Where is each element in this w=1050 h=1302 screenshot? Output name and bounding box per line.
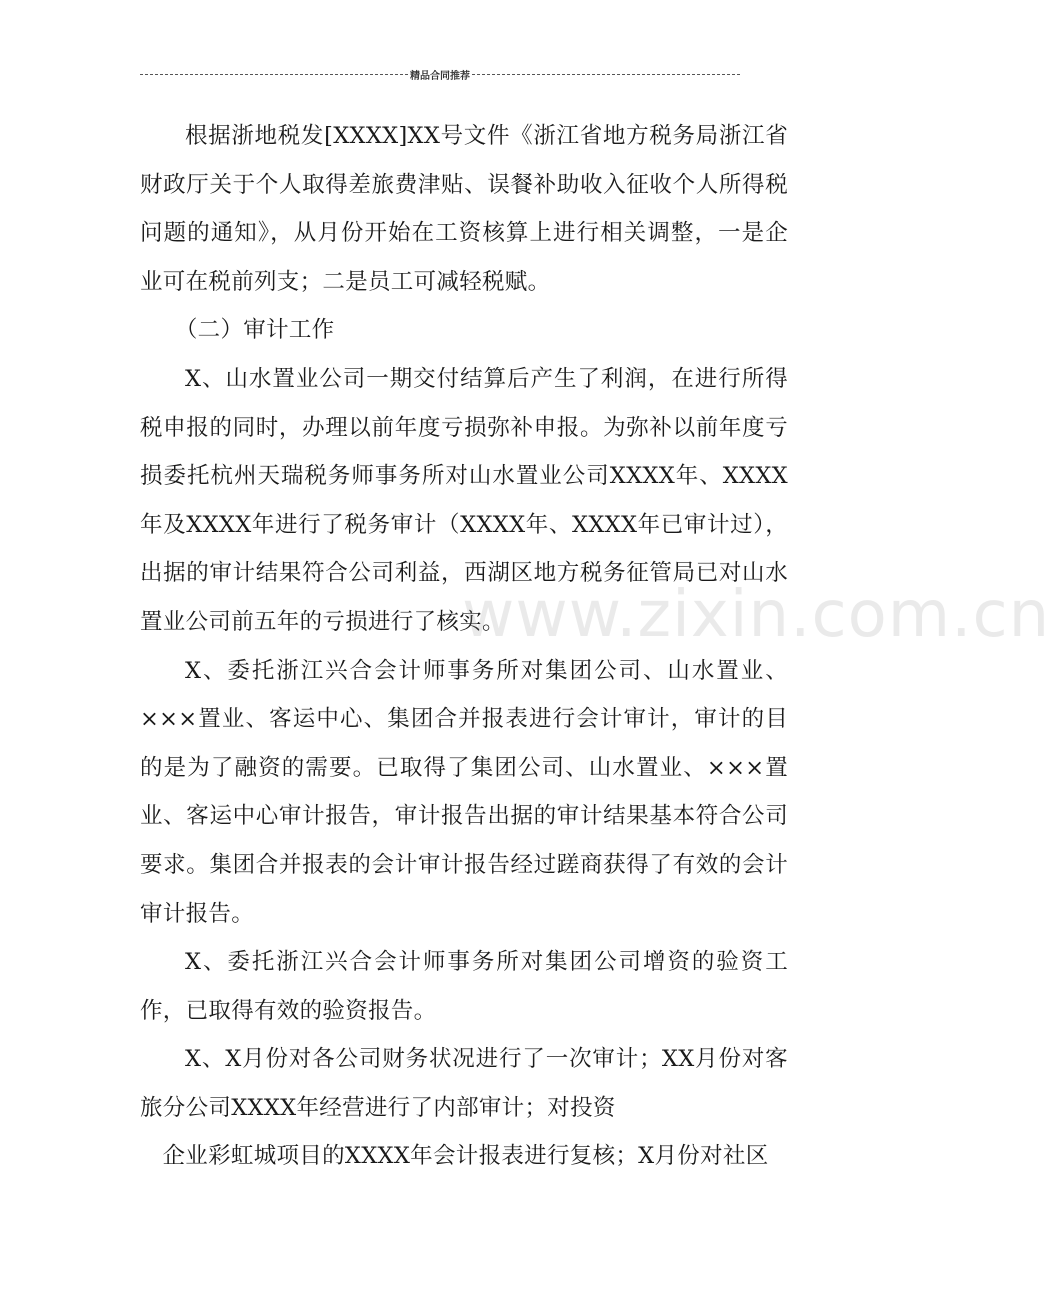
- section-heading-audit: （二）审计工作: [174, 317, 335, 344]
- page-header: [140, 66, 740, 82]
- paragraph-internal-audit: X、X月份对各公司财务状况进行了一次审计；XX月份对客旅分公司XXXX年经营进行了内部审计；对投资: [140, 1046, 788, 1121]
- paragraph-continuation: 企业彩虹城项目的XXXX年会计报表进行复核；X月份对社区: [162, 1143, 769, 1170]
- header-dash-left: [140, 74, 408, 75]
- header-dash-right: [472, 74, 740, 75]
- header-label: 精品合同推荐: [410, 70, 470, 82]
- paragraph-capital-verification: X、委托浙江兴合会计师事务所对集团公司增资的验资工作，已取得有效的验资报告。: [140, 949, 788, 1024]
- watermark: www.zixin.com.cn: [462, 578, 1050, 652]
- paragraph-tax-notice: 根据浙地税发[XXXX]XX号文件《浙江省地方税务局浙江省财政厅关于个人取得差旅费津贴、误餐补助收入征收个人所得税问题的通知》，从月份开始在工资核算上进行相关调整，一是企业可在税前列支；二是员工可减轻税赋。: [140, 123, 788, 295]
- paragraph-tax-audit: X、山水置业公司一期交付结算后产生了利润，在进行所得税申报的同时，办理以前年度亏损弥补申报。为弥补以前年度亏损委托杭州天瑞税务师事务所对山水置业公司XXXX年、XXXX年及XXXX年进行了税务审计（XXXX年、XXXX年已审计过），出据的审计结果符合公司利益，西湖区地方税务征管局已对山水置业公司前五年的亏损进行了核实。: [140, 365, 788, 635]
- document-body: [140, 112, 788, 1181]
- paragraph-accounting-audit: X、委托浙江兴合会计师事务所对集团公司、山水置业、×××置业、客运中心、集团合并报表进行会计审计，审计的目的是为了融资的需要。已取得了集团公司、山水置业、×××置业、客运中心审计报告，审计报告出据的审计结果基本符合公司要求。集团合并报表的会计审计报告经过蹉商获得了有效的会计审计报告。: [140, 657, 788, 927]
